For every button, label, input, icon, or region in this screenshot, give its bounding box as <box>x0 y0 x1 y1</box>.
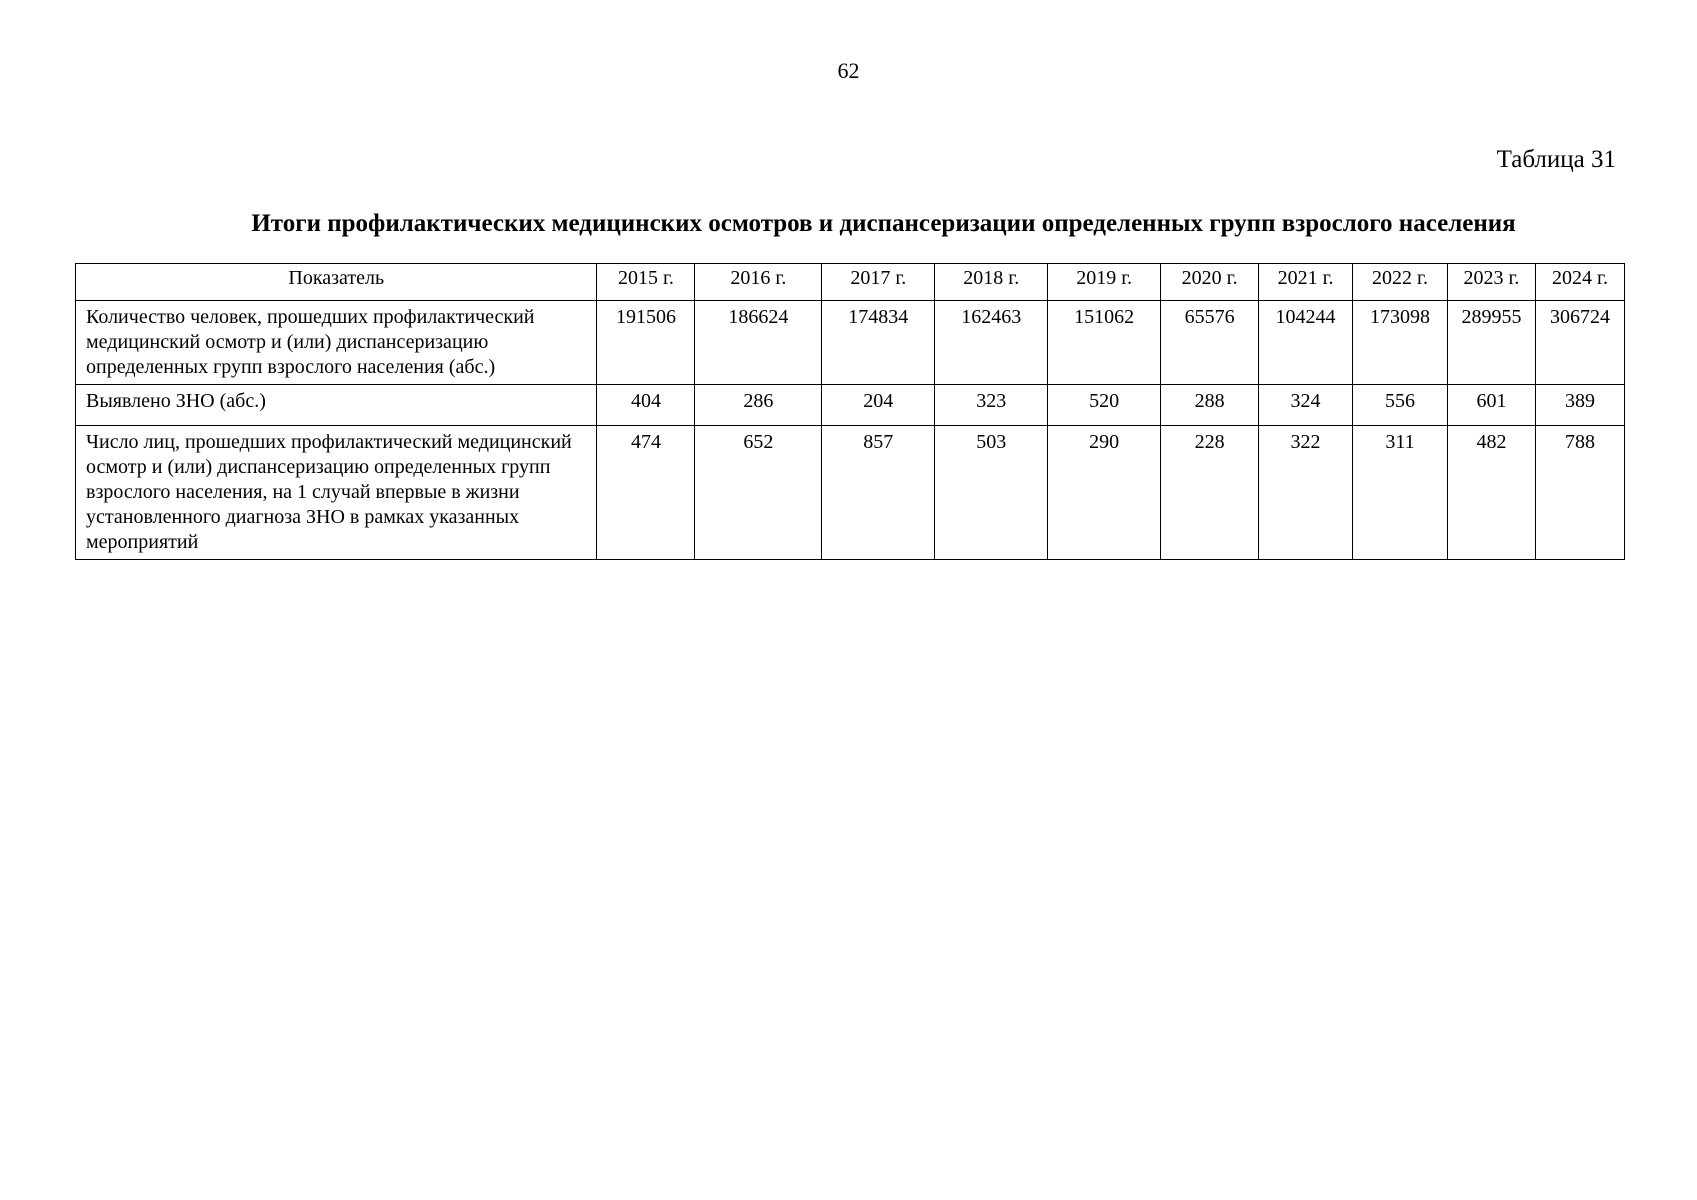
table-cell: 289955 <box>1447 301 1535 385</box>
table-cell: 306724 <box>1535 301 1624 385</box>
header-2023: 2023 г. <box>1447 264 1535 301</box>
table-cell: 174834 <box>822 301 935 385</box>
table-cell: 322 <box>1259 426 1353 560</box>
table-cell: 173098 <box>1353 301 1448 385</box>
table-cell: 288 <box>1161 385 1259 426</box>
table-row <box>76 385 1625 426</box>
header-2018: 2018 г. <box>935 264 1048 301</box>
header-2016: 2016 г. <box>695 264 822 301</box>
table-cell: 389 <box>1535 385 1624 426</box>
table-row <box>76 301 1625 385</box>
page-number: 62 <box>837 58 860 83</box>
table-cell: 503 <box>935 426 1048 560</box>
table-cell: 520 <box>1048 385 1161 426</box>
table-cell: 162463 <box>935 301 1048 385</box>
data-table <box>75 263 1625 560</box>
row-indicator: Число лиц, прошедших профилактический медицинский осмотр и (или) диспансеризацию определенных групп взрослого населения, на 1 случай впервые в жизни установленного диагноза ЗНО в рамках указанных мероприятий <box>76 426 597 560</box>
table-row <box>76 426 1625 560</box>
table-cell: 474 <box>597 426 695 560</box>
table-header-row <box>76 264 1625 301</box>
table-cell: 404 <box>597 385 695 426</box>
table-cell: 324 <box>1259 385 1353 426</box>
row-indicator: Количество человек, прошедших профилактический медицинский осмотр и (или) диспансеризацию определенных групп взрослого населения (абс.) <box>76 301 597 385</box>
header-2019: 2019 г. <box>1048 264 1161 301</box>
table-cell: 788 <box>1535 426 1624 560</box>
header-2022: 2022 г. <box>1353 264 1448 301</box>
header-2015: 2015 г. <box>597 264 695 301</box>
header-2020: 2020 г. <box>1161 264 1259 301</box>
header-2021: 2021 г. <box>1259 264 1353 301</box>
row-indicator: Выявлено ЗНО (абс.) <box>76 385 597 426</box>
table-label: Таблица 31 <box>1496 146 1616 173</box>
table-cell: 290 <box>1048 426 1161 560</box>
table-cell: 65576 <box>1161 301 1259 385</box>
table-cell: 311 <box>1353 426 1448 560</box>
table-cell: 652 <box>695 426 822 560</box>
table-cell: 601 <box>1447 385 1535 426</box>
header-indicator: Показатель <box>76 264 597 301</box>
table-cell: 186624 <box>695 301 822 385</box>
header-2017: 2017 г. <box>822 264 935 301</box>
table-cell: 204 <box>822 385 935 426</box>
table-title: Итоги профилактических медицинских осмотров и диспансеризации определенных групп взрослого населения <box>251 210 1516 237</box>
table-cell: 482 <box>1447 426 1535 560</box>
table-cell: 228 <box>1161 426 1259 560</box>
table-cell: 323 <box>935 385 1048 426</box>
table-cell: 286 <box>695 385 822 426</box>
table-cell: 857 <box>822 426 935 560</box>
table-cell: 151062 <box>1048 301 1161 385</box>
table-cell: 104244 <box>1259 301 1353 385</box>
header-2024: 2024 г. <box>1535 264 1624 301</box>
table-cell: 556 <box>1353 385 1448 426</box>
table-cell: 191506 <box>597 301 695 385</box>
